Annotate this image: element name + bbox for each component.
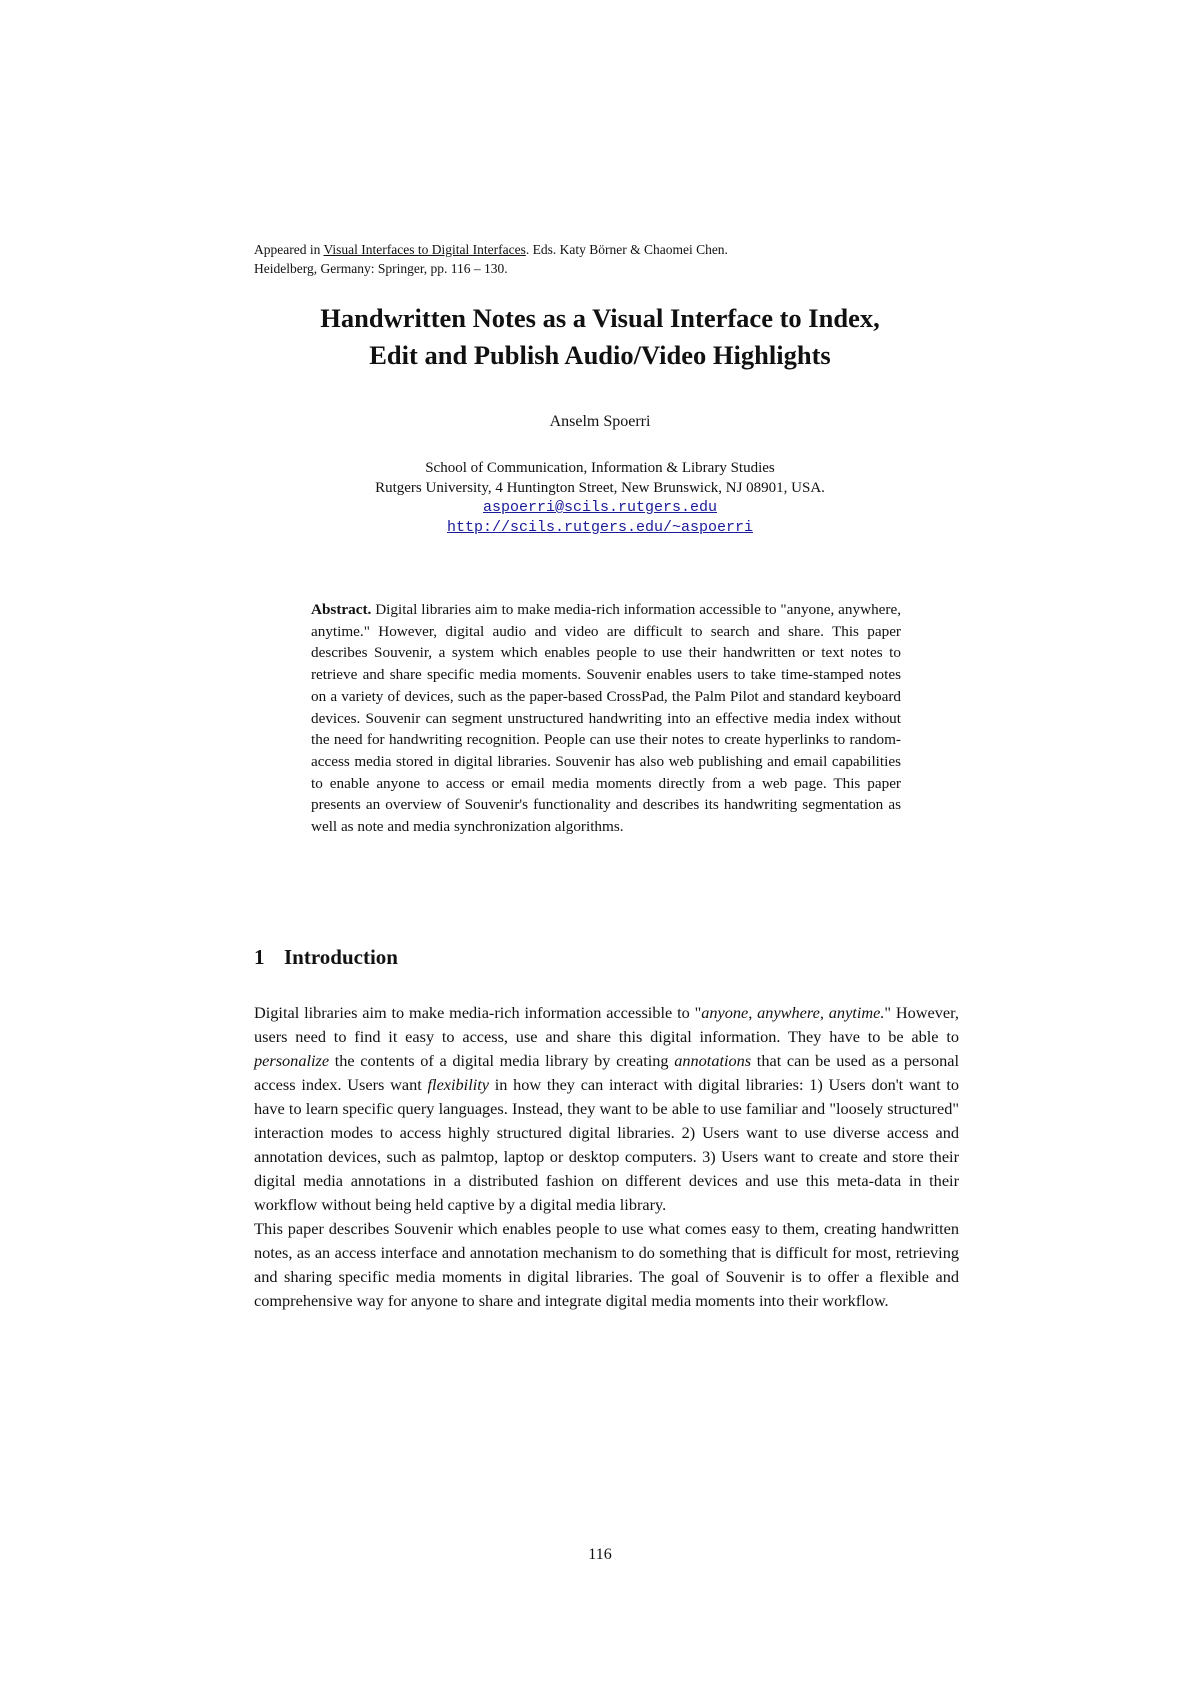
- abstract-label: Abstract.: [311, 601, 372, 618]
- abstract-text: Digital libraries aim to make media-rich information accessible to "anyone, anywhere, anytime." However, digital audio and video are difficult to search and share. This paper describes Souvenir, a system which enables people to use their handwritten or text notes to retrieve and share specific media moments. Souvenir enables users to take time-stamped notes on a variety of devices, such as the paper-based CrossPad, the Palm Pilot and standard keyboard devices. Souvenir can segment unstructured handwriting into an effective media index without the need for handwriting recognition. People can use their notes to create hyperlinks to random-access media stored in digital libraries. Souvenir has also web publishing and email capabilities to enable anyone to access or email media moments directly from a web page. This paper presents an overview of Souvenir's functionality and describes its handwriting segmentation as well as note and media synchronization algorithms.: [311, 601, 901, 836]
- intro-emphasis: flexibility: [427, 1075, 489, 1094]
- intro-emphasis: personalize: [254, 1051, 330, 1070]
- intro-text: " However, users need to find it easy to access, use and share this digital information. They have to be able to: [254, 1003, 959, 1046]
- abstract: [311, 599, 901, 838]
- affiliation-address: Rutgers University, 4 Huntington Street, New Brunswick, NJ 08901, USA.: [375, 480, 825, 496]
- homepage-link[interactable]: http://scils.rutgers.edu/~aspoerri: [446, 519, 754, 536]
- affiliation-school: School of Communication, Information & Library Studies: [425, 460, 775, 476]
- section-heading: [254, 944, 854, 970]
- intro-emphasis: anyone, anywhere, anytime.: [701, 1003, 885, 1022]
- citation-line-1: [254, 240, 974, 259]
- intro-paragraph-2: This paper describes Souvenir which enables people to use what comes easy to them, creating handwritten notes, as an access interface and annotation mechanism to do something that is difficult for most, retrieving and sharing specific media moments in digital libraries. The goal of Souvenir is to offer a flexible and comprehensive way for anyone to share and integrate digital media moments into their workflow.: [254, 1219, 959, 1310]
- author-name: Anselm Spoerri: [549, 413, 651, 430]
- title-line-2: Edit and Publish Audio/Video Highlights: [369, 340, 831, 370]
- paper-title: [200, 300, 1000, 374]
- citation-prefix: Appeared in: [254, 242, 324, 257]
- citation-venue: Visual Interfaces to Digital Interfaces: [323, 242, 526, 257]
- intro-emphasis: annotations: [674, 1051, 752, 1070]
- section-title: Introduction: [284, 945, 398, 969]
- citation-header: [254, 240, 974, 278]
- intro-paragraph-1: [254, 1001, 959, 1217]
- affiliation: [200, 458, 1000, 538]
- intro-text: the contents of a digital media library by creating: [329, 1051, 675, 1070]
- email-link[interactable]: aspoerri@scils.rutgers.edu: [482, 499, 718, 516]
- intro-text: Digital libraries aim to make media-rich information accessible to ": [254, 1003, 702, 1022]
- page-number: 116: [588, 1546, 612, 1563]
- title-line-1: Handwritten Notes as a Visual Interface to Index,: [320, 303, 880, 333]
- citation-line-2: Heidelberg, Germany: Springer, pp. 116 – 130.: [254, 261, 508, 276]
- section-number: 1: [254, 945, 265, 969]
- citation-suffix: . Eds. Katy Börner & Chaomei Chen.: [525, 242, 728, 257]
- intro-text: that can be used as a personal access index. Users want: [254, 1051, 960, 1094]
- intro-text: in how they can interact with digital libraries: 1) Users don't want to have to learn specific query languages. Instead, they want to be able to use familiar and "loosely structured" interaction modes to access highly structured digital libraries. 2) Users want to use diverse access and annotation devices, such as palmtop, laptop or desktop computers. 3) Users want to create and store their digital media annotations in a distributed fashion on different devices and use this meta-data in their workflow without being held captive by a digital media library.: [254, 1075, 959, 1214]
- intro-body: [254, 1001, 959, 1313]
